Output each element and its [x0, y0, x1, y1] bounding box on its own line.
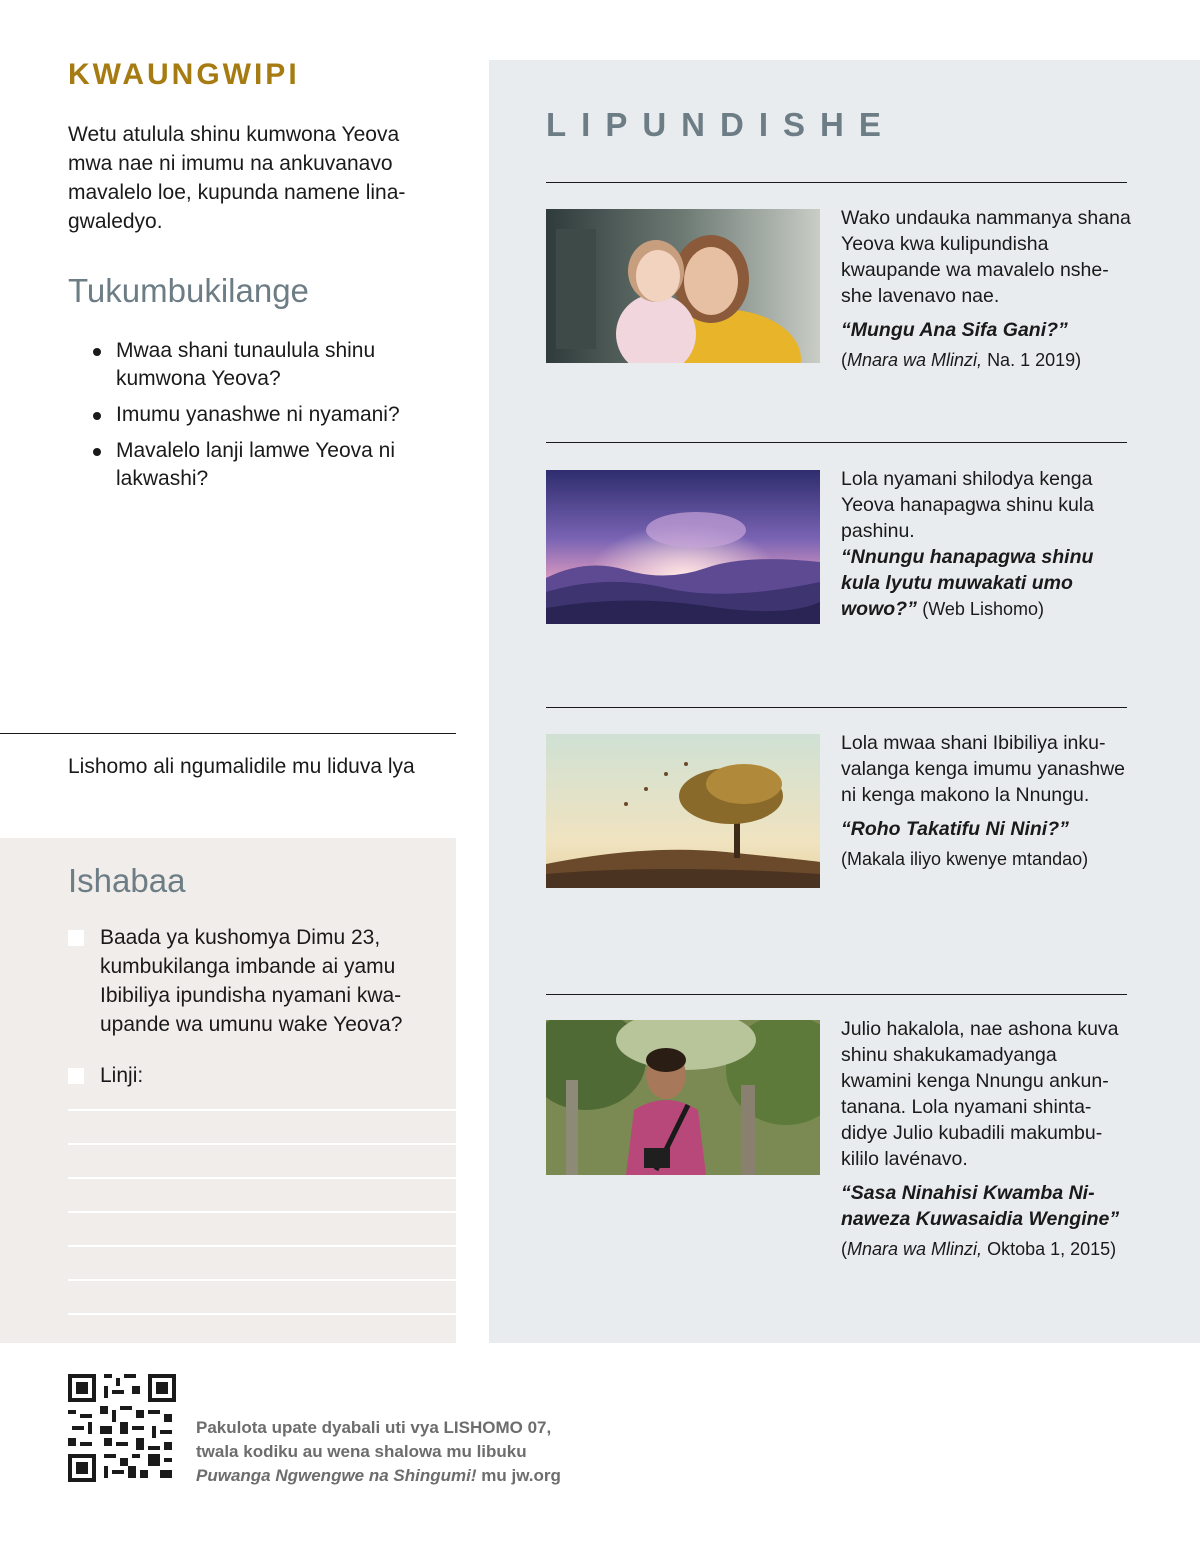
summary-text: Wetu atulula shinu kumwona Yeova mwa nae ni imumu na ankuvanavo mavalelo loe, kupunda namene linagwaledyo. — [68, 123, 406, 233]
explore-item-3 — [841, 730, 1131, 872]
night-sky-mountains-photo[interactable] — [546, 470, 820, 624]
task-item-reading: Baada ya kushomya Dimu 23, kumbukilanga imbande ai yamu Ibibiliya ipundisha nyamani kwaupande wa umunu wake Yeova? — [68, 923, 438, 1039]
explore-heading: LIPUNDISHE — [546, 106, 896, 143]
footer-note: Pakulota upate dyabali uti vya LISHOMO 07, twala kodiku au wena shalowa mu libuku Puwanga Ngwengwe na Shingumi! mu jw.org — [196, 1418, 561, 1485]
checkbox[interactable] — [68, 930, 84, 946]
explore-item-text: Lola nyamani shilodya kenga Yeova hanapagwa shinu kula pashinu. — [841, 468, 1094, 542]
completion-date-label: Lishomo ali ngumalidile mu liduva lya — [68, 755, 415, 778]
explore-item-title[interactable]: “Sasa Ninahisi Kwamba Ninaweza Kuwasaidia Wengine” — [841, 1182, 1120, 1230]
explore-item-title[interactable]: “Roho Takatifu Ni Nini?” — [841, 818, 1069, 840]
explore-item-text: Julio hakalola, nae ashona kuva shinu shakukamadyanga kwamini kenga Nnungu ankuntanana. Lola nyamani shintadidye Julio kubadili makumbukililo lavénavo. — [841, 1018, 1119, 1170]
review-item: Mavalelo lanji lamwe Yeova ni lakwashi? — [90, 437, 450, 493]
qr-code-icon[interactable] — [68, 1374, 176, 1482]
explore-item-2 — [841, 466, 1131, 622]
divider — [546, 442, 1127, 443]
write-line[interactable] — [68, 1211, 456, 1213]
task-item-other: Linji: — [68, 1061, 438, 1090]
explore-item-4 — [841, 1016, 1131, 1262]
bullet-icon — [93, 412, 101, 420]
divider — [546, 994, 1127, 995]
explore-item-source: (Makala iliyo kwenye mtandao) — [841, 849, 1089, 869]
task-heading: Ishabaa — [68, 862, 186, 899]
checkbox[interactable] — [68, 1068, 84, 1084]
review-item: Mwaa shani tunaulula shinu kumwona Yeova? — [90, 337, 450, 393]
explore-item-text: Wako undauka nammanya shana Yeova kwa kulipundisha kwaupande wa mavalelo nsheshe lavenavo nae. — [841, 207, 1131, 307]
julio-portrait-photo[interactable] — [546, 1020, 820, 1175]
explore-item-source: (Web Lishomo) — [922, 599, 1044, 619]
review-heading: Tukumbukilange — [68, 272, 309, 309]
write-line[interactable] — [68, 1109, 456, 1111]
task-box — [0, 838, 456, 1343]
review-item: Imumu yanashwe ni nyamani? — [90, 401, 450, 429]
tree-in-wind-illustration[interactable] — [546, 734, 820, 888]
explore-item-title-line — [841, 544, 1131, 622]
divider — [546, 707, 1127, 708]
divider — [0, 733, 456, 734]
explore-item-source: (Mnara wa Mlinzi, Oktoba 1, 2015) — [841, 1239, 1117, 1259]
bullet-icon — [93, 448, 101, 456]
write-line[interactable] — [68, 1143, 456, 1145]
book-title-link[interactable]: Puwanga Ngwengwe na Shingumi! — [196, 1466, 477, 1485]
write-line[interactable] — [68, 1313, 456, 1315]
write-line[interactable] — [68, 1279, 456, 1281]
write-line[interactable] — [68, 1177, 456, 1179]
explore-item-source: (Mnara wa Mlinzi, Na. 1 2019) — [841, 350, 1082, 370]
summary-heading: KWAUNGWIPI — [68, 58, 300, 91]
explore-item-text: Lola mwaa shani Ibibiliya inkuvalanga kenga imumu yanashwe ni kenga makono la Nnungu. — [841, 732, 1126, 806]
explore-item-title[interactable]: “Nnungu hanapagwa shinu kula lyutu muwakati umo wowo?” — [841, 546, 1094, 620]
explore-item-title[interactable]: “Mungu Ana Sifa Gani?” — [841, 319, 1068, 341]
write-line[interactable] — [68, 1245, 456, 1247]
divider — [546, 182, 1127, 183]
explore-item-1 — [841, 205, 1131, 373]
mother-and-child-photo[interactable] — [546, 209, 820, 363]
review-list — [90, 337, 450, 501]
bullet-icon — [93, 348, 101, 356]
